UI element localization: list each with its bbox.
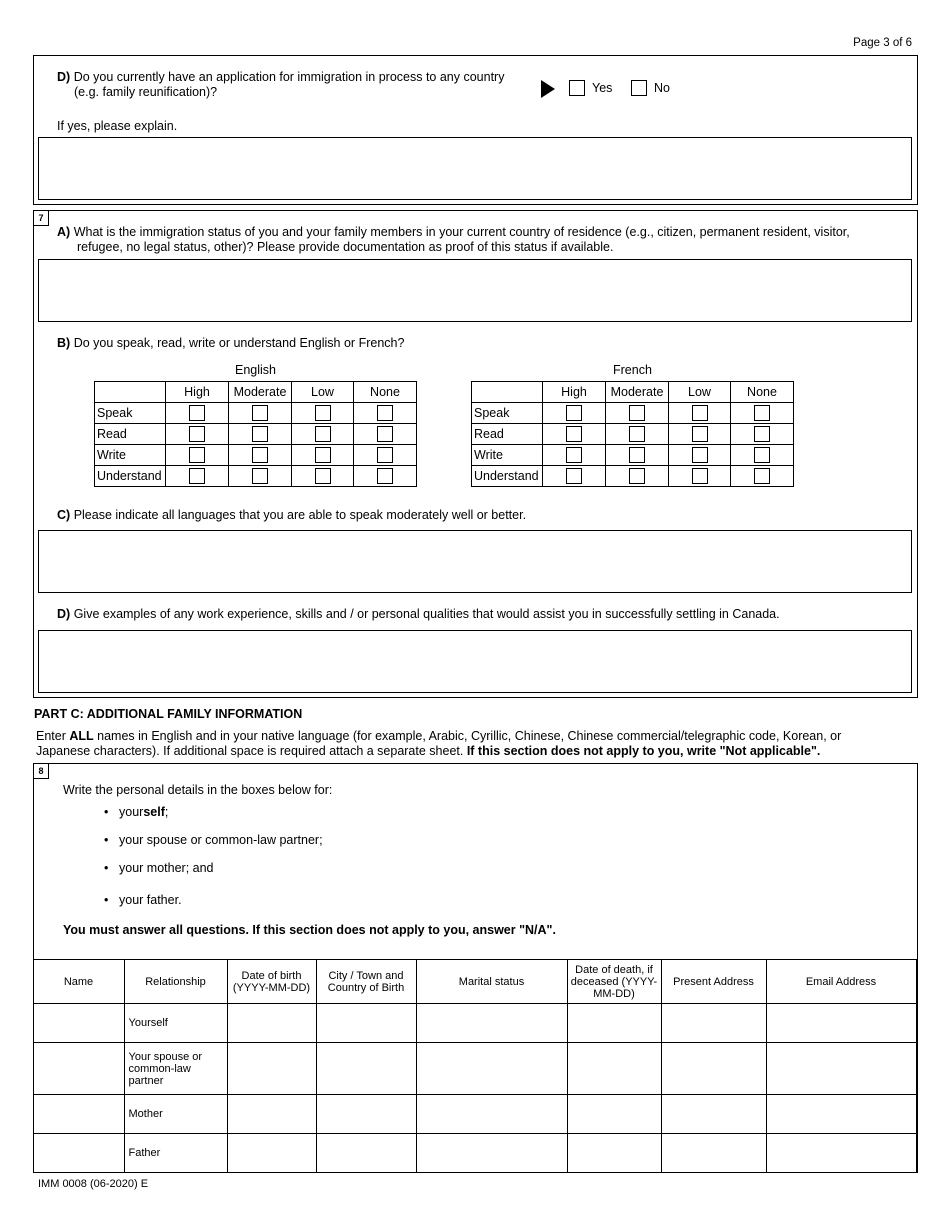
french-understand-moderate-checkbox[interactable] [629, 468, 645, 484]
name-field[interactable] [33, 1004, 124, 1043]
row-label-understand: Understand [472, 466, 543, 487]
header-date-of-death: Date of death, if deceased (YYYY-MM-DD) [567, 960, 661, 1004]
email-field[interactable] [766, 1095, 916, 1134]
date-of-death-field[interactable] [567, 1095, 661, 1134]
corner-cell [472, 382, 543, 403]
must-answer-note: You must answer all questions. If this section does not apply to you, answer "N/A". [63, 923, 556, 937]
row-label-write: Write [95, 445, 166, 466]
section-7 [33, 210, 918, 698]
q7a-line2: refugee, no legal status, other)? Please provide documentation as proof of this status if available. [77, 240, 614, 254]
name-field[interactable] [33, 1134, 124, 1173]
col-high: High [543, 382, 606, 403]
intro-a: Enter [36, 729, 70, 743]
table-row [33, 1004, 916, 1043]
english-understand-moderate-checkbox[interactable] [252, 468, 268, 484]
q6d-line1: Do you currently have an application for immigration in process to any country [73, 70, 505, 84]
q7d-text: Give examples of any work experience, skills and / or personal qualities that would assist you in successfully settling in Canada. [73, 607, 780, 621]
corner-cell [95, 382, 166, 403]
relationship-label: Your spouse or common-law partner [124, 1043, 227, 1095]
bullet-spouse: • your spouse or common-law partner; [119, 833, 323, 847]
no-label: No [654, 81, 670, 95]
table-row [33, 1095, 916, 1134]
header-birthplace: City / Town and Country of Birth [316, 960, 416, 1004]
row-label-read: Read [472, 424, 543, 445]
english-read-low-checkbox[interactable] [315, 426, 331, 442]
present-address-field[interactable] [661, 1043, 766, 1095]
relationship-label: Mother [124, 1095, 227, 1134]
col-none: None [731, 382, 794, 403]
q7b-question [57, 336, 404, 350]
part-c-intro [36, 729, 916, 759]
english-read-none-checkbox[interactable] [377, 426, 393, 442]
bullet-mother: • your mother; and [119, 861, 214, 875]
q6d-line2: (e.g. family reunification)? [74, 85, 218, 99]
col-low: Low [669, 382, 731, 403]
marital-status-field[interactable] [416, 1004, 567, 1043]
intro-b: names in English and in your native language (for example, Arabic, Cyrillic, Chinese, Chinese commercial/telegraphic code, Korean, or [93, 729, 842, 743]
present-address-field[interactable] [661, 1004, 766, 1043]
section-number: 7 [34, 211, 49, 226]
section-8 [33, 763, 918, 1173]
arrow-right-icon [541, 80, 555, 98]
marital-status-field[interactable] [416, 1043, 567, 1095]
q7a-line1: What is the immigration status of you and your family members in your current country of residence (e.g., citizen, permanent resident, visitor, [73, 225, 850, 239]
q7b-letter: B) [57, 336, 71, 350]
french-read-moderate-checkbox[interactable] [629, 426, 645, 442]
header-marital-status: Marital status [416, 960, 567, 1004]
intro-bold: If this section does not apply to you, write "Not applicable". [466, 744, 821, 758]
french-understand-none-checkbox[interactable] [754, 468, 770, 484]
q7c-letter: C) [57, 508, 71, 522]
english-write-low-checkbox[interactable] [315, 447, 331, 463]
english-write-high-checkbox[interactable] [189, 447, 205, 463]
dob-field[interactable] [227, 1095, 316, 1134]
relationship-label: Yourself [124, 1004, 227, 1043]
row-label-understand: Understand [95, 466, 166, 487]
marital-status-field[interactable] [416, 1134, 567, 1173]
yes-checkbox[interactable] [569, 80, 585, 96]
table-row [33, 1134, 916, 1173]
header-present-address: Present Address [661, 960, 766, 1004]
table-row [33, 1043, 916, 1095]
name-field[interactable] [33, 1043, 124, 1095]
french-read-high-checkbox[interactable] [566, 426, 582, 442]
french-write-high-checkbox[interactable] [566, 447, 582, 463]
birthplace-field[interactable] [316, 1134, 416, 1173]
french-read-none-checkbox[interactable] [754, 426, 770, 442]
email-field[interactable] [766, 1043, 916, 1095]
q7c-text: Please indicate all languages that you are able to speak moderately well or better. [73, 508, 527, 522]
work-experience-field[interactable] [38, 630, 912, 693]
languages-field[interactable] [38, 530, 912, 593]
english-read-moderate-checkbox[interactable] [252, 426, 268, 442]
french-understand-high-checkbox[interactable] [566, 468, 582, 484]
explain-field[interactable] [38, 137, 912, 200]
col-low: Low [292, 382, 354, 403]
english-write-none-checkbox[interactable] [377, 447, 393, 463]
page-number: Page 3 of 6 [853, 37, 912, 49]
english-understand-low-checkbox[interactable] [315, 468, 331, 484]
birthplace-field[interactable] [316, 1004, 416, 1043]
row-label-write: Write [472, 445, 543, 466]
french-speak-none-checkbox[interactable] [754, 405, 770, 421]
present-address-field[interactable] [661, 1134, 766, 1173]
english-understand-none-checkbox[interactable] [377, 468, 393, 484]
q7b-text: Do you speak, read, write or understand English or French? [73, 336, 405, 350]
dob-field[interactable] [227, 1004, 316, 1043]
q7a-question [57, 225, 850, 255]
intro-all: ALL [69, 729, 94, 743]
col-moderate: Moderate [606, 382, 669, 403]
english-speak-high-checkbox[interactable] [189, 405, 205, 421]
q6d-letter: D) [57, 70, 71, 84]
french-write-moderate-checkbox[interactable] [629, 447, 645, 463]
date-of-death-field[interactable] [567, 1004, 661, 1043]
q7d-question [57, 607, 780, 621]
col-moderate: Moderate [229, 382, 292, 403]
intro-c: Japanese characters). If additional space is required attach a separate sheet. [36, 744, 467, 758]
header-relationship: Relationship [124, 960, 227, 1004]
english-speak-none-checkbox[interactable] [377, 405, 393, 421]
explain-label: If yes, please explain. [57, 119, 178, 133]
col-none: None [354, 382, 417, 403]
english-read-high-checkbox[interactable] [189, 426, 205, 442]
name-field[interactable] [33, 1095, 124, 1134]
email-field[interactable] [766, 1004, 916, 1043]
french-read-low-checkbox[interactable] [692, 426, 708, 442]
form-footer: IMM 0008 (06-2020) E [38, 1178, 149, 1190]
part-c-title: PART C: ADDITIONAL FAMILY INFORMATION [34, 707, 303, 721]
french-speak-high-checkbox[interactable] [566, 405, 582, 421]
english-write-moderate-checkbox[interactable] [252, 447, 268, 463]
english-title: English [235, 363, 276, 377]
french-speak-moderate-checkbox[interactable] [629, 405, 645, 421]
french-understand-low-checkbox[interactable] [692, 468, 708, 484]
header-dob: Date of birth (YYYY-MM-DD) [227, 960, 316, 1004]
relationship-label: Father [124, 1134, 227, 1173]
french-write-none-checkbox[interactable] [754, 447, 770, 463]
q7a-letter: A) [57, 225, 71, 239]
date-of-death-field[interactable] [567, 1134, 661, 1173]
no-checkbox[interactable] [631, 80, 647, 96]
birthplace-field[interactable] [316, 1043, 416, 1095]
header-name: Name [33, 960, 124, 1004]
marital-status-field[interactable] [416, 1095, 567, 1134]
q7c-question [57, 508, 526, 522]
q7d-letter: D) [57, 607, 71, 621]
bullet-yourself: • yourself; [119, 805, 168, 819]
sec8-instruction: Write the personal details in the boxes below for: [63, 783, 333, 797]
english-speak-moderate-checkbox[interactable] [252, 405, 268, 421]
bullet-father: • your father. [119, 893, 182, 907]
header-email: Email Address [766, 960, 916, 1004]
section-6d [33, 55, 918, 205]
french-speak-low-checkbox[interactable] [692, 405, 708, 421]
french-title: French [613, 363, 652, 377]
row-label-read: Read [95, 424, 166, 445]
q6d-question [57, 70, 504, 100]
section-number: 8 [34, 764, 49, 779]
col-high: High [166, 382, 229, 403]
yes-label: Yes [592, 81, 613, 95]
family-table [33, 959, 917, 1173]
row-label-speak: Speak [95, 403, 166, 424]
email-field[interactable] [766, 1134, 916, 1173]
english-understand-high-checkbox[interactable] [189, 468, 205, 484]
dob-field[interactable] [227, 1134, 316, 1173]
english-table [94, 381, 417, 487]
row-label-speak: Speak [472, 403, 543, 424]
french-write-low-checkbox[interactable] [692, 447, 708, 463]
present-address-field[interactable] [661, 1095, 766, 1134]
date-of-death-field[interactable] [567, 1043, 661, 1095]
dob-field[interactable] [227, 1043, 316, 1095]
immigration-status-field[interactable] [38, 259, 912, 322]
french-table [471, 381, 794, 487]
english-speak-low-checkbox[interactable] [315, 405, 331, 421]
birthplace-field[interactable] [316, 1095, 416, 1134]
